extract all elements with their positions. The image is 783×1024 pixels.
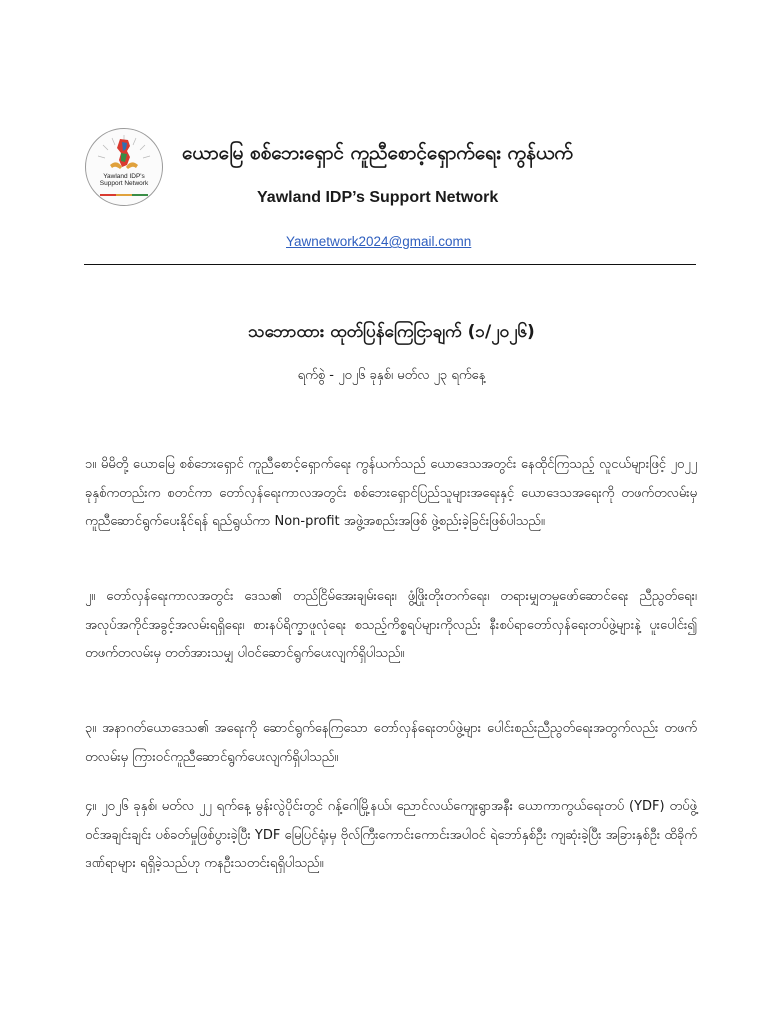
paragraph-2: ၂။ တော်လှန်ရေးကာလအတွင်း ဒေသ၏ တည်ငြိမ်အေးချမ်းရေး၊ ဖွံ့ဖြိုးတိုးတက်ရေး၊ တရားမျှတမှုဖော်ဆောင်ရေး ညီညွတ်ရေး၊ အလုပ်အကိုင်အခွင့်အလမ်းရရှိရေး၊ စားနပ်ရိက္ခာဖူလုံရေး စသည့်ကိစ္စရပ်များကိုလည်း နီးစပ်ရာတော်လှန်ရေးတပ်ဖွဲ့များနဲ့ ပူးပေါင်း၍ တဖက်တလမ်းမှ တတ်အားသမျှ ပါဝင်ဆောင်ရွက်ပေးလျက်ရှိပါသည်။	[85, 589, 697, 661]
logo-caption-line1: Yawland IDP's	[103, 173, 145, 180]
logo-caption-line2: Support Network	[99, 180, 149, 187]
paragraph-4: ၄။ ၂၀၂၆ ခုနှစ်၊ မတ်လ ၂၂ ရက်နေ့ မွန်းလွဲပိုင်းတွင် ဂန့်ဂေါမြို့နယ်၊ ညောင်လယ်ကျေးရွာအနီး ယောကာကွယ်ရေးတပ် (YDF) တပ်ဖွဲ့ဝင်အချင်းချင်း ပစ်ခတ်မှုဖြစ်ပွားခဲ့ပြီး YDF မြေပြင်ရုံးမှ ဗိုလ်ကြီးကောင်းကောင်းအပါဝင် ရဲဘော်နှစ်ဦး ကျဆုံးခဲ့ပြီး အခြားနှစ်ဦး ထိခိုက်ဒဏ်ရာများ ရရှိခဲ့သည်ဟု ကနဦးသတင်းရရှိပါသည်။	[85, 799, 697, 871]
contact-email-link[interactable]: Yawnetwork2024@gmail.comn	[286, 234, 472, 249]
organization-logo	[85, 128, 163, 206]
organization-name-burmese: ယောမြေ စစ်ဘေးရှောင် ကူညီစောင့်ရှောက်ရေး ကွန်ယက်	[182, 142, 573, 164]
header-divider	[84, 264, 696, 265]
organization-name-english: Yawland IDP’s Support Network	[257, 189, 499, 206]
paragraph-1: ၁။ မိမိတို့ ယောမြေ စစ်ဘေးရှောင် ကူညီစောင့်ရှောက်ရေး ကွန်ယက်သည် ယောဒေသအတွင်း နေထိုင်ကြသည့် လူငယ်များဖြင့် ၂၀၂၂ ခုနှစ်ကတည်းက စတင်ကာ တော်လှန်ရေးကာလအတွင်း စစ်ဘေးရှောင်ပြည်သူများအရေးနှင့် ယောဒေသအရေးကို တဖက်တလမ်းမှ ကူညီဆောင်ရွက်ပေးနိုင်ရန် ရည်ရွယ်ကာ Non-profit အဖွဲ့အစည်းအဖြစ် ဖွဲ့စည်းခဲ့ခြင်းဖြစ်ပါသည်။	[85, 457, 697, 529]
statement-title: သဘောထား ထုတ်ပြန်ကြေငြာချက် (၁/၂၀၂၆)	[248, 322, 535, 342]
statement-date: ရက်စွဲ - ၂၀၂၆ ခုနှစ်၊ မတ်လ ၂၃ ရက်နေ့	[297, 368, 486, 383]
yawland-map-icon	[86, 129, 162, 205]
paragraph-3: ၃။ အနာဂတ်ယောဒေသ၏ အရေးကို ဆောင်ရွက်နေကြသော တော်လှန်ရေးတပ်ဖွဲ့များ ပေါင်းစည်းညီညွတ်ရေးအတွက်လည်း တဖက်တလမ်းမှ ကြားဝင်ကူညီဆောင်ရွက်ပေးလျက်ရှိပါသည်။	[85, 721, 697, 765]
